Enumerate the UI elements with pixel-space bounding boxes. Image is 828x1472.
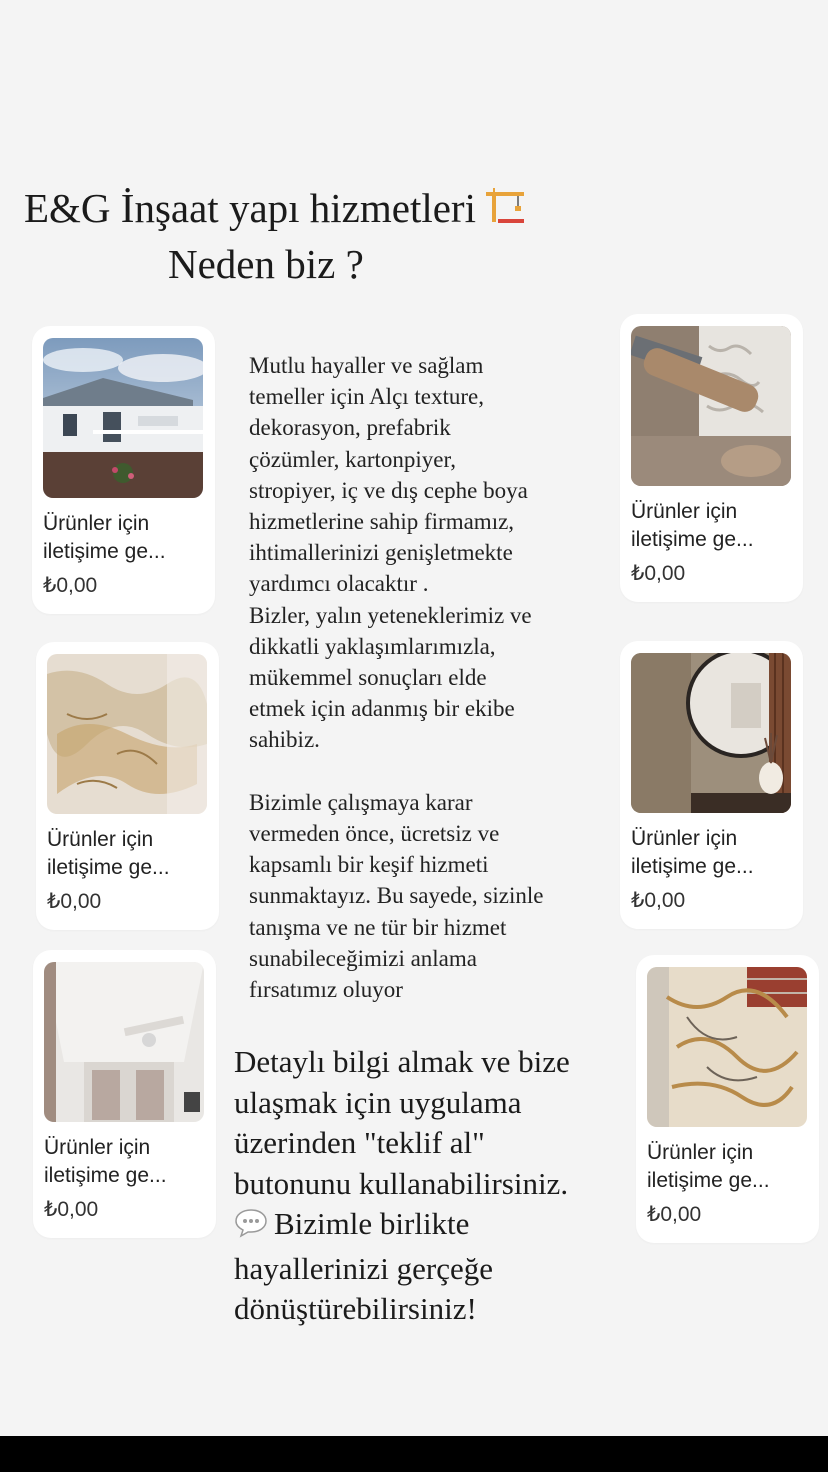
product-title[interactable]: Ürünler için iletişime ge... xyxy=(647,1141,770,1192)
product-card[interactable] xyxy=(33,950,216,1238)
product-price: ₺0,00 xyxy=(43,574,98,597)
call-to-action-text xyxy=(234,1042,644,1330)
product-title[interactable]: Ürünler için iletişime ge... xyxy=(44,1136,167,1187)
product-image[interactable] xyxy=(43,338,203,498)
product-card[interactable] xyxy=(32,326,215,614)
product-price: ₺0,00 xyxy=(647,1203,702,1226)
company-description: Mutlu hayaller ve sağlam temeller için Alçı texture, dekorasyon, prefabrik çözümler, kartonpiyer, stropiyer, iç ve dış cephe boya hizmetlerine sahip firmamız, ihtimallerinizi genişletmekte yardımcı olacaktır . Bizler, yalın yeteneklerimiz ve dikkatli yaklaşımlarımızla, mükemmel sonuçları elde etmek için adanmış bir ekibe sahibiz. Bizimle çalışmaya karar vermeden önce, ücretsiz ve kapsamlı bir keşif hizmeti sunmaktayız. Bu sayede, sizinle tanışma ve ne tür bir hizmet sunabileceğimizi anlama fırsatımız oluyor xyxy=(249,353,544,1003)
speech-bubble-icon xyxy=(234,1208,268,1249)
product-image[interactable] xyxy=(631,326,791,486)
product-card[interactable] xyxy=(636,955,819,1243)
product-card[interactable] xyxy=(620,641,803,929)
product-price: ₺0,00 xyxy=(44,1198,99,1221)
page-title xyxy=(24,182,526,290)
product-card[interactable] xyxy=(36,642,219,930)
product-title[interactable]: Ürünler için iletişime ge... xyxy=(43,512,166,563)
cta-part2: Bizimle birlikte hayallerinizi gerçeğe dönüştürebilirsiniz! xyxy=(234,1206,494,1326)
page-title-line1: E&G İnşaat yapı hizmetleri xyxy=(24,185,476,231)
product-image[interactable] xyxy=(647,967,807,1127)
product-price: ₺0,00 xyxy=(47,890,102,913)
product-image[interactable] xyxy=(44,962,204,1122)
product-image[interactable] xyxy=(631,653,791,813)
product-image[interactable] xyxy=(47,654,207,814)
cta-part1: Detaylı bilgi almak ve bize ulaşmak için uygulama üzerinden "teklif al" butonunu kullanabilirsiniz. xyxy=(234,1044,570,1201)
product-title[interactable]: Ürünler için iletişime ge... xyxy=(631,827,754,878)
product-price: ₺0,00 xyxy=(631,889,686,912)
construction-crane-icon xyxy=(484,186,526,238)
product-card[interactable] xyxy=(620,314,803,602)
bottom-bar xyxy=(0,1436,828,1472)
product-title[interactable]: Ürünler için iletişime ge... xyxy=(47,828,170,879)
page-subtitle: Neden biz ? xyxy=(168,241,364,287)
product-price: ₺0,00 xyxy=(631,562,686,585)
product-title[interactable]: Ürünler için iletişime ge... xyxy=(631,500,754,551)
